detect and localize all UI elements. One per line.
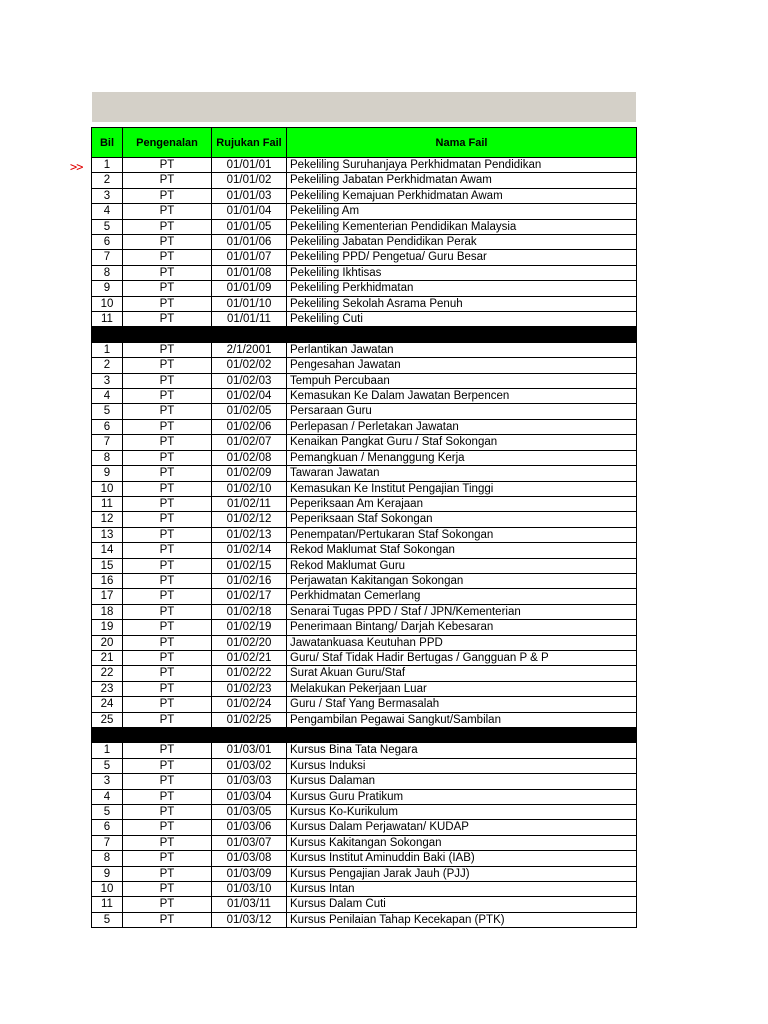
cell-pengenalan: PT bbox=[123, 558, 212, 573]
cell-pengenalan: PT bbox=[123, 312, 212, 327]
cell-bil: 10 bbox=[92, 481, 123, 496]
table-row[interactable] bbox=[92, 912, 637, 927]
cell-pengenalan: PT bbox=[123, 235, 212, 250]
cell-rujukan: 01/01/06 bbox=[212, 235, 287, 250]
cell-bil: 4 bbox=[92, 789, 123, 804]
cell-pengenalan: PT bbox=[123, 496, 212, 511]
cell-bil: 20 bbox=[92, 635, 123, 650]
cell-bil: 6 bbox=[92, 419, 123, 434]
cell-rujukan: 01/03/02 bbox=[212, 758, 287, 773]
cell-nama: Kenaikan Pangkat Guru / Staf Sokongan bbox=[287, 435, 637, 450]
cell-bil: 1 bbox=[92, 342, 123, 357]
table-row[interactable] bbox=[92, 897, 637, 912]
cell-nama: Kursus Dalam Cuti bbox=[287, 897, 637, 912]
cell-nama: Pekeliling Suruhanjaya Perkhidmatan Pendidikan bbox=[287, 158, 637, 173]
cell-bil: 11 bbox=[92, 496, 123, 511]
cell-pengenalan: PT bbox=[123, 543, 212, 558]
cell-bil: 5 bbox=[92, 219, 123, 234]
cell-pengenalan: PT bbox=[123, 204, 212, 219]
cell-bil: 12 bbox=[92, 512, 123, 527]
cell-bil: 10 bbox=[92, 882, 123, 897]
cell-bil: 19 bbox=[92, 620, 123, 635]
cell-pengenalan: PT bbox=[123, 789, 212, 804]
table-row[interactable] bbox=[92, 650, 637, 665]
cell-pengenalan: PT bbox=[123, 573, 212, 588]
cell-bil: 22 bbox=[92, 666, 123, 681]
table-row[interactable] bbox=[92, 543, 637, 558]
cell-nama: Kursus Bina Tata Negara bbox=[287, 743, 637, 758]
cell-bil: 8 bbox=[92, 265, 123, 280]
cell-rujukan: 01/01/08 bbox=[212, 265, 287, 280]
cell-nama: Kursus Pengajian Jarak Jauh (PJJ) bbox=[287, 866, 637, 881]
cell-rujukan: 01/01/04 bbox=[212, 204, 287, 219]
cell-bil: 6 bbox=[92, 820, 123, 835]
cell-pengenalan: PT bbox=[123, 158, 212, 173]
cell-pengenalan: PT bbox=[123, 389, 212, 404]
table-row[interactable] bbox=[92, 635, 637, 650]
cell-rujukan: 01/03/11 bbox=[212, 897, 287, 912]
cell-bil: 7 bbox=[92, 835, 123, 850]
table-row[interactable] bbox=[92, 173, 637, 188]
cell-nama: Kursus Intan bbox=[287, 882, 637, 897]
table-row[interactable] bbox=[92, 820, 637, 835]
cell-rujukan: 01/02/19 bbox=[212, 620, 287, 635]
cell-rujukan: 01/03/07 bbox=[212, 835, 287, 850]
cell-nama: Pekeliling Am bbox=[287, 204, 637, 219]
cell-bil: 3 bbox=[92, 373, 123, 388]
cell-nama: Penerimaan Bintang/ Darjah Kebesaran bbox=[287, 620, 637, 635]
table-row[interactable] bbox=[92, 404, 637, 419]
cell-bil: 14 bbox=[92, 543, 123, 558]
cell-pengenalan: PT bbox=[123, 851, 212, 866]
table-row[interactable] bbox=[92, 342, 637, 357]
cell-pengenalan: PT bbox=[123, 882, 212, 897]
section-divider bbox=[92, 728, 637, 743]
cell-nama: Rekod Maklumat Staf Sokongan bbox=[287, 543, 637, 558]
cell-bil: 16 bbox=[92, 573, 123, 588]
cell-pengenalan: PT bbox=[123, 250, 212, 265]
cell-nama: Kursus Institut Aminuddin Baki (IAB) bbox=[287, 851, 637, 866]
cell-nama: Kursus Dalaman bbox=[287, 774, 637, 789]
cell-nama: Pekeliling PPD/ Pengetua/ Guru Besar bbox=[287, 250, 637, 265]
cell-rujukan: 01/02/25 bbox=[212, 712, 287, 727]
table-body bbox=[92, 158, 637, 928]
cell-nama: Kemasukan Ke Dalam Jawatan Berpencen bbox=[287, 389, 637, 404]
cell-pengenalan: PT bbox=[123, 527, 212, 542]
cell-nama: Tawaran Jawatan bbox=[287, 466, 637, 481]
cell-rujukan: 01/03/05 bbox=[212, 805, 287, 820]
cell-rujukan: 01/01/05 bbox=[212, 219, 287, 234]
cell-bil: 3 bbox=[92, 774, 123, 789]
cell-bil: 7 bbox=[92, 435, 123, 450]
cell-pengenalan: PT bbox=[123, 435, 212, 450]
cell-rujukan: 01/02/04 bbox=[212, 389, 287, 404]
cell-pengenalan: PT bbox=[123, 358, 212, 373]
cell-nama: Rekod Maklumat Guru bbox=[287, 558, 637, 573]
file-table bbox=[91, 127, 637, 928]
cell-rujukan: 01/02/07 bbox=[212, 435, 287, 450]
cell-pengenalan: PT bbox=[123, 897, 212, 912]
cell-pengenalan: PT bbox=[123, 666, 212, 681]
table-row[interactable] bbox=[92, 604, 637, 619]
cell-bil: 9 bbox=[92, 866, 123, 881]
cell-rujukan: 01/02/21 bbox=[212, 650, 287, 665]
table-row[interactable] bbox=[92, 265, 637, 280]
cell-pengenalan: PT bbox=[123, 604, 212, 619]
cell-rujukan: 01/02/22 bbox=[212, 666, 287, 681]
cell-rujukan: 01/02/11 bbox=[212, 496, 287, 511]
cell-rujukan: 01/03/03 bbox=[212, 774, 287, 789]
table-row[interactable] bbox=[92, 774, 637, 789]
cell-nama: Tempuh Percubaan bbox=[287, 373, 637, 388]
cell-bil: 5 bbox=[92, 404, 123, 419]
table-row[interactable] bbox=[92, 312, 637, 327]
cell-bil: 4 bbox=[92, 389, 123, 404]
cell-bil: 15 bbox=[92, 558, 123, 573]
table-row[interactable] bbox=[92, 419, 637, 434]
cell-rujukan: 01/03/10 bbox=[212, 882, 287, 897]
table-row[interactable] bbox=[92, 466, 637, 481]
cell-bil: 7 bbox=[92, 250, 123, 265]
cell-bil: 1 bbox=[92, 158, 123, 173]
cell-rujukan: 01/02/15 bbox=[212, 558, 287, 573]
cell-nama: Melakukan Pekerjaan Luar bbox=[287, 681, 637, 696]
cell-nama: Peperiksaan Am Kerajaan bbox=[287, 496, 637, 511]
cell-rujukan: 01/02/14 bbox=[212, 543, 287, 558]
cell-pengenalan: PT bbox=[123, 419, 212, 434]
cell-bil: 17 bbox=[92, 589, 123, 604]
cell-pengenalan: PT bbox=[123, 373, 212, 388]
table-row[interactable] bbox=[92, 589, 637, 604]
header-nama: Nama Fail bbox=[287, 128, 637, 158]
cell-rujukan: 01/02/20 bbox=[212, 635, 287, 650]
cell-nama: Persaraan Guru bbox=[287, 404, 637, 419]
cell-pengenalan: PT bbox=[123, 805, 212, 820]
cell-nama: Guru/ Staf Tidak Hadir Bertugas / Gangguan P & P bbox=[287, 650, 637, 665]
cell-rujukan: 01/03/12 bbox=[212, 912, 287, 927]
cell-nama: Senarai Tugas PPD / Staf / JPN/Kementerian bbox=[287, 604, 637, 619]
cell-nama: Pekeliling Cuti bbox=[287, 312, 637, 327]
cell-bil: 23 bbox=[92, 681, 123, 696]
cell-nama: Pekeliling Ikhtisas bbox=[287, 265, 637, 280]
cell-rujukan: 01/02/08 bbox=[212, 450, 287, 465]
cell-pengenalan: PT bbox=[123, 743, 212, 758]
cell-rujukan: 01/02/17 bbox=[212, 589, 287, 604]
cell-rujukan: 2/1/2001 bbox=[212, 342, 287, 357]
cell-rujukan: 01/01/07 bbox=[212, 250, 287, 265]
section-divider-cell bbox=[92, 728, 637, 743]
cell-nama: Pekeliling Sekolah Asrama Penuh bbox=[287, 296, 637, 311]
cell-bil: 18 bbox=[92, 604, 123, 619]
cell-pengenalan: PT bbox=[123, 820, 212, 835]
cell-rujukan: 01/02/12 bbox=[212, 512, 287, 527]
cell-pengenalan: PT bbox=[123, 404, 212, 419]
table-row[interactable] bbox=[92, 435, 637, 450]
cell-rujukan: 01/03/04 bbox=[212, 789, 287, 804]
table-row[interactable] bbox=[92, 250, 637, 265]
cell-rujukan: 01/02/18 bbox=[212, 604, 287, 619]
cell-bil: 4 bbox=[92, 204, 123, 219]
table-row[interactable] bbox=[92, 481, 637, 496]
cell-rujukan: 01/03/06 bbox=[212, 820, 287, 835]
table-row[interactable] bbox=[92, 512, 637, 527]
cell-pengenalan: PT bbox=[123, 450, 212, 465]
cell-rujukan: 01/01/09 bbox=[212, 281, 287, 296]
cell-nama: Kursus Induksi bbox=[287, 758, 637, 773]
cell-nama: Pekeliling Kementerian Pendidikan Malaysia bbox=[287, 219, 637, 234]
cell-rujukan: 01/02/02 bbox=[212, 358, 287, 373]
table-row[interactable] bbox=[92, 882, 637, 897]
row-marker: >> bbox=[70, 160, 83, 174]
cell-nama: Pekeliling Kemajuan Perkhidmatan Awam bbox=[287, 188, 637, 203]
cell-pengenalan: PT bbox=[123, 835, 212, 850]
cell-nama: Pemangkuan / Menanggung Kerja bbox=[287, 450, 637, 465]
cell-nama: Guru / Staf Yang Bermasalah bbox=[287, 697, 637, 712]
table-row[interactable] bbox=[92, 558, 637, 573]
cell-bil: 21 bbox=[92, 650, 123, 665]
table-row[interactable] bbox=[92, 358, 637, 373]
table-row[interactable] bbox=[92, 712, 637, 727]
cell-bil: 9 bbox=[92, 466, 123, 481]
table-row[interactable] bbox=[92, 235, 637, 250]
cell-nama: Pekeliling Perkhidmatan bbox=[287, 281, 637, 296]
table-row[interactable] bbox=[92, 851, 637, 866]
table-row[interactable] bbox=[92, 296, 637, 311]
cell-bil: 11 bbox=[92, 312, 123, 327]
cell-rujukan: 01/03/09 bbox=[212, 866, 287, 881]
cell-pengenalan: PT bbox=[123, 635, 212, 650]
table-row[interactable] bbox=[92, 697, 637, 712]
cell-rujukan: 01/01/01 bbox=[212, 158, 287, 173]
cell-bil: 5 bbox=[92, 912, 123, 927]
table-row[interactable] bbox=[92, 835, 637, 850]
cell-pengenalan: PT bbox=[123, 650, 212, 665]
cell-rujukan: 01/02/13 bbox=[212, 527, 287, 542]
cell-rujukan: 01/01/10 bbox=[212, 296, 287, 311]
title-bar bbox=[92, 92, 636, 122]
cell-nama: Perjawatan Kakitangan Sokongan bbox=[287, 573, 637, 588]
table-row[interactable] bbox=[92, 219, 637, 234]
table-row[interactable] bbox=[92, 866, 637, 881]
cell-nama: Kursus Penilaian Tahap Kecekapan (PTK) bbox=[287, 912, 637, 927]
cell-pengenalan: PT bbox=[123, 342, 212, 357]
cell-pengenalan: PT bbox=[123, 296, 212, 311]
cell-nama: Perkhidmatan Cemerlang bbox=[287, 589, 637, 604]
cell-nama: Perlepasan / Perletakan Jawatan bbox=[287, 419, 637, 434]
cell-nama: Pengesahan Jawatan bbox=[287, 358, 637, 373]
cell-nama: Surat Akuan Guru/Staf bbox=[287, 666, 637, 681]
table-row[interactable] bbox=[92, 389, 637, 404]
table-row[interactable] bbox=[92, 204, 637, 219]
table-row[interactable] bbox=[92, 620, 637, 635]
cell-pengenalan: PT bbox=[123, 620, 212, 635]
cell-bil: 5 bbox=[92, 758, 123, 773]
cell-rujukan: 01/03/08 bbox=[212, 851, 287, 866]
cell-bil: 8 bbox=[92, 851, 123, 866]
section-divider-cell bbox=[92, 327, 637, 342]
cell-pengenalan: PT bbox=[123, 265, 212, 280]
cell-nama: Kemasukan Ke Institut Pengajian Tinggi bbox=[287, 481, 637, 496]
table-row[interactable] bbox=[92, 758, 637, 773]
table-row[interactable] bbox=[92, 373, 637, 388]
cell-pengenalan: PT bbox=[123, 512, 212, 527]
cell-bil: 5 bbox=[92, 805, 123, 820]
cell-rujukan: 01/02/24 bbox=[212, 697, 287, 712]
table-row[interactable] bbox=[92, 188, 637, 203]
table-row[interactable] bbox=[92, 573, 637, 588]
cell-nama: Perlantikan Jawatan bbox=[287, 342, 637, 357]
cell-pengenalan: PT bbox=[123, 697, 212, 712]
cell-pengenalan: PT bbox=[123, 281, 212, 296]
header-pengenalan: Pengenalan bbox=[123, 128, 212, 158]
cell-pengenalan: PT bbox=[123, 466, 212, 481]
table-row[interactable] bbox=[92, 789, 637, 804]
cell-bil: 2 bbox=[92, 173, 123, 188]
cell-nama: Kursus Ko-Kurikulum bbox=[287, 805, 637, 820]
cell-pengenalan: PT bbox=[123, 866, 212, 881]
table-row[interactable] bbox=[92, 158, 637, 173]
cell-pengenalan: PT bbox=[123, 589, 212, 604]
cell-pengenalan: PT bbox=[123, 219, 212, 234]
cell-bil: 10 bbox=[92, 296, 123, 311]
cell-rujukan: 01/02/05 bbox=[212, 404, 287, 419]
cell-pengenalan: PT bbox=[123, 912, 212, 927]
cell-pengenalan: PT bbox=[123, 774, 212, 789]
cell-nama: Pekeliling Jabatan Perkhidmatan Awam bbox=[287, 173, 637, 188]
cell-rujukan: 01/02/09 bbox=[212, 466, 287, 481]
cell-rujukan: 01/01/11 bbox=[212, 312, 287, 327]
cell-rujukan: 01/02/03 bbox=[212, 373, 287, 388]
cell-rujukan: 01/03/01 bbox=[212, 743, 287, 758]
header-row bbox=[92, 128, 637, 158]
cell-bil: 13 bbox=[92, 527, 123, 542]
cell-bil: 8 bbox=[92, 450, 123, 465]
cell-nama: Pengambilan Pegawai Sangkut/Sambilan bbox=[287, 712, 637, 727]
cell-rujukan: 01/02/23 bbox=[212, 681, 287, 696]
table-row[interactable] bbox=[92, 281, 637, 296]
cell-rujukan: 01/02/16 bbox=[212, 573, 287, 588]
cell-bil: 2 bbox=[92, 358, 123, 373]
cell-rujukan: 01/01/02 bbox=[212, 173, 287, 188]
table-row[interactable] bbox=[92, 496, 637, 511]
cell-pengenalan: PT bbox=[123, 173, 212, 188]
header-rujukan: Rujukan Fail bbox=[212, 128, 287, 158]
cell-nama: Penempatan/Pertukaran Staf Sokongan bbox=[287, 527, 637, 542]
section-divider bbox=[92, 327, 637, 342]
table-row[interactable] bbox=[92, 450, 637, 465]
cell-nama: Kursus Guru Pratikum bbox=[287, 789, 637, 804]
cell-nama: Kursus Dalam Perjawatan/ KUDAP bbox=[287, 820, 637, 835]
cell-nama: Kursus Kakitangan Sokongan bbox=[287, 835, 637, 850]
cell-bil: 3 bbox=[92, 188, 123, 203]
cell-bil: 24 bbox=[92, 697, 123, 712]
cell-nama: Peperiksaan Staf Sokongan bbox=[287, 512, 637, 527]
cell-pengenalan: PT bbox=[123, 481, 212, 496]
cell-rujukan: 01/02/06 bbox=[212, 419, 287, 434]
cell-pengenalan: PT bbox=[123, 712, 212, 727]
cell-bil: 25 bbox=[92, 712, 123, 727]
cell-bil: 11 bbox=[92, 897, 123, 912]
cell-nama: Pekeliling Jabatan Pendidikan Perak bbox=[287, 235, 637, 250]
cell-bil: 9 bbox=[92, 281, 123, 296]
cell-pengenalan: PT bbox=[123, 681, 212, 696]
cell-rujukan: 01/01/03 bbox=[212, 188, 287, 203]
table-row[interactable] bbox=[92, 805, 637, 820]
cell-bil: 6 bbox=[92, 235, 123, 250]
cell-nama: Jawatankuasa Keutuhan PPD bbox=[287, 635, 637, 650]
table-row[interactable] bbox=[92, 666, 637, 681]
cell-bil: 1 bbox=[92, 743, 123, 758]
cell-rujukan: 01/02/10 bbox=[212, 481, 287, 496]
cell-pengenalan: PT bbox=[123, 758, 212, 773]
header-bil: Bil bbox=[92, 128, 123, 158]
table-row[interactable] bbox=[92, 743, 637, 758]
table-row[interactable] bbox=[92, 527, 637, 542]
table-row[interactable] bbox=[92, 681, 637, 696]
cell-pengenalan: PT bbox=[123, 188, 212, 203]
